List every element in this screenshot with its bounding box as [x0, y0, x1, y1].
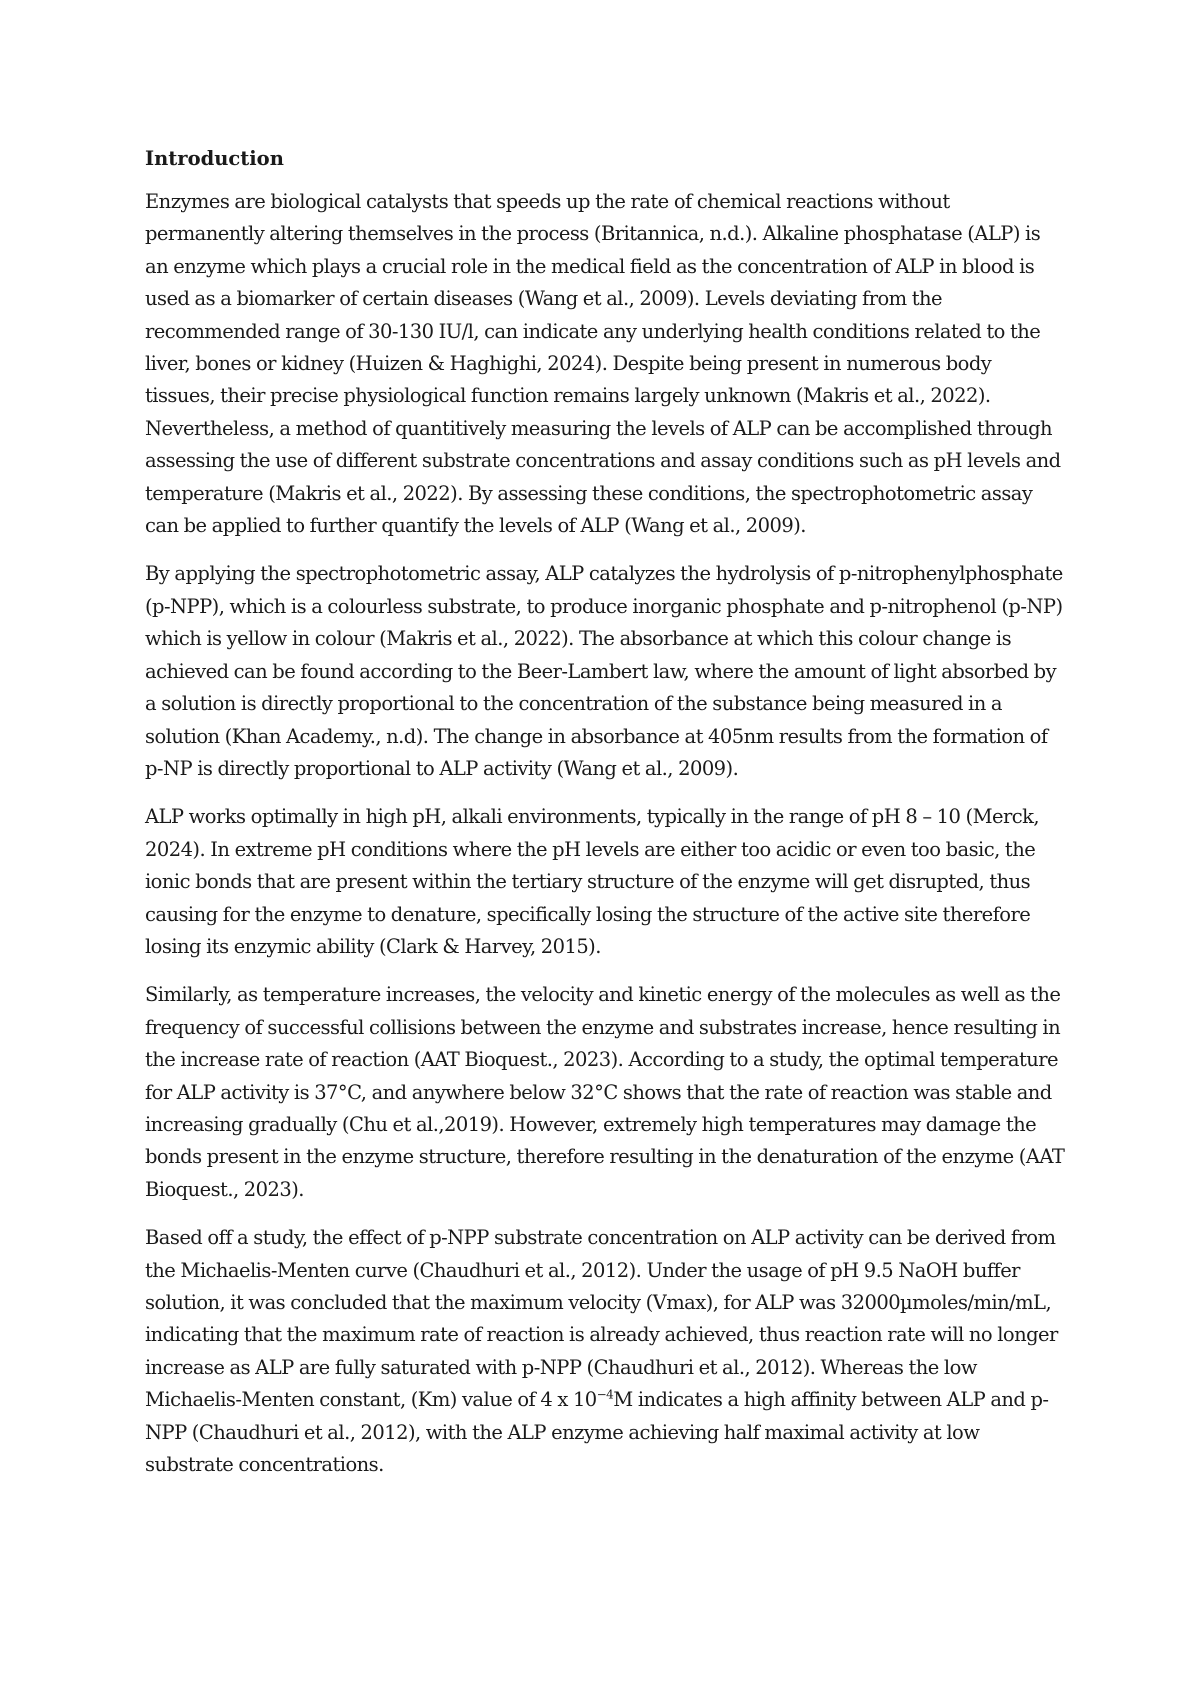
paragraph-spectrophotometric-assay: By applying the spectrophotometric assay, ALP catalyzes the hydrolysis of p-nitrophenylphosphate (p-NPP), which is a colourless substrate, to produce inorganic phosphate and p-nitrophenol (p-NP) which is yellow in colour (Makris et al., 2022). The absorbance at which this colour change is achieved can be found according to the Beer-Lambert law, where the amount of light absorbed by a solution is directly proportional to the concentration of the substance being measured in a solution (Khan Academy., n.d). The change in absorbance at 405nm results from the formation of p-NP is directly proportional to ALP activity (Wang et al., 2009).: [145, 562, 1063, 780]
paragraph-text-part: Based off a study, the effect of p-NPP substrate concentration on ALP activity can be derived from the Michaelis-Menten curve (Chaudhuri et al., 2012). Under the usage of pH 9.5 NaOH buffer solution, it was concluded that the maximum velocity (Vmax), for ALP was 32000µmoles/min/mL, indicating that the maximum rate of reaction is already achieved, thus reaction rate will no longer increase as ALP are fully saturated with p-NPP (Chaudhuri et al., 2012). Whereas the low Michaelis-Menten constant, (Km) value of 4 x 10: [145, 1226, 1058, 1412]
section-heading: Introduction: [145, 147, 284, 170]
document-body: [145, 143, 1065, 1497]
paragraph-enzymes-alp: Enzymes are biological catalysts that speeds up the rate of chemical reactions without permanently altering themselves in the process (Britannica, n.d.). Alkaline phosphatase (ALP) is an enzyme which plays a crucial role in the medical field as the concentration of ALP in blood is used as a biomarker of certain diseases (Wang et al., 2009). Levels deviating from the recommended range of 30-130 IU/l, can indicate any underlying health conditions related to the liver, bones or kidney (Huizen & Haghighi, 2024). Despite being present in numerous body tissues, their precise physiological function remains largely unknown (Makris et al., 2022). Nevertheless, a method of quantitively measuring the levels of ALP can be accomplished through assessing the use of different substrate concentrations and assay conditions such as pH levels and temperature (Makris et al., 2022). By assessing these conditions, the spectrophotometric assay can be applied to further quantify the levels of ALP (Wang et al., 2009).: [145, 190, 1061, 538]
paragraph-michaelis-menten: [145, 1222, 1065, 1481]
paragraph-text-part: M indicates a high affinity between ALP and p-NPP (Chaudhuri et al., 2012), with the ALP enzyme achieving half maximal activity at low substrate concentrations.: [145, 1388, 1049, 1477]
paragraph-ph-conditions: ALP works optimally in high pH, alkali environments, typically in the range of pH 8 – 10 (Merck, 2024). In extreme pH conditions where the pH levels are either too acidic or even too basic, the ionic bonds that are present within the tertiary structure of the enzyme will get disrupted, thus causing for the enzyme to denature, specifically losing the structure of the active site therefore losing its enzymic ability (Clark & Harvey, 2015).: [145, 805, 1040, 958]
paragraph-temperature: Similarly, as temperature increases, the velocity and kinetic energy of the molecules as well as the frequency of successful collisions between the enzyme and substrates increase, hence resulting in the increase rate of reaction (AAT Bioquest., 2023). According to a study, the optimal temperature for ALP activity is 37°C, and anywhere below 32°C shows that the rate of reaction was stable and increasing gradually (Chu et al.,2019). However, extremely high temperatures may damage the bonds present in the enzyme structure, therefore resulting in the denaturation of the enzyme (AAT Bioquest., 2023).: [145, 983, 1065, 1201]
exponent: −4: [596, 1387, 614, 1402]
